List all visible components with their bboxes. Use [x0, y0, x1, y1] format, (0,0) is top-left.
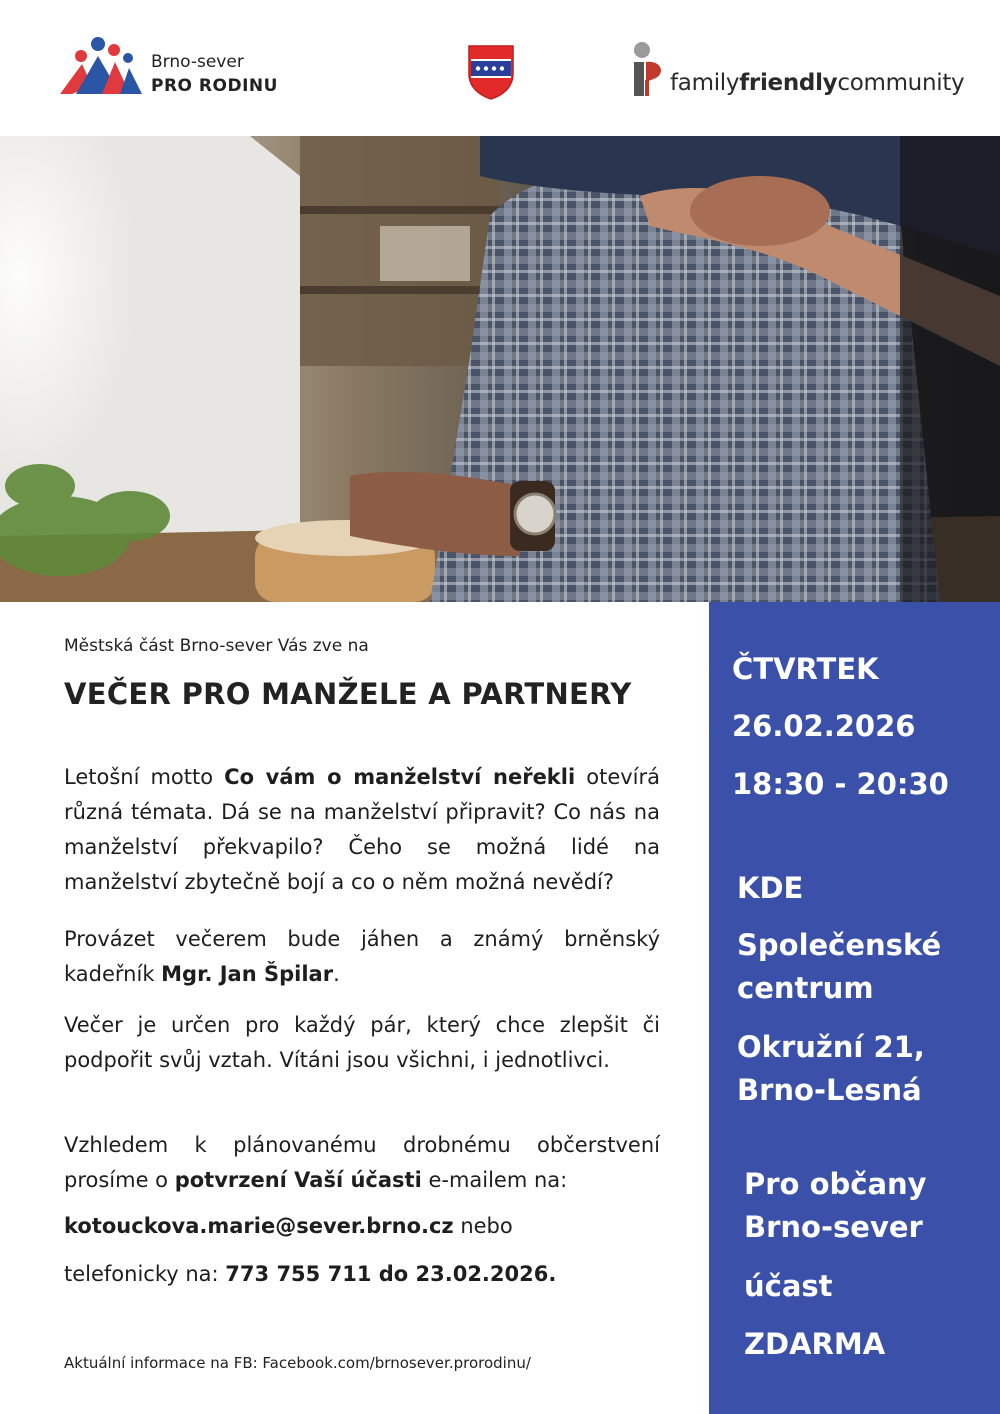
- city-crest-icon: [467, 44, 515, 100]
- ffc-logo-text: familyfriendlycommunity: [670, 70, 965, 96]
- audience-line2: Brno-sever: [744, 1210, 923, 1244]
- where-label: KDE: [737, 871, 804, 905]
- event-date: 26.02.2026: [732, 709, 916, 743]
- event-title: VEČER PRO MANŽELE A PARTNERY: [64, 677, 632, 711]
- entry-free: ZDARMA: [744, 1327, 886, 1361]
- logo-line1: Brno-sever: [151, 52, 244, 72]
- venue-line2: centrum: [737, 971, 874, 1005]
- couple-embrace-photo: [0, 136, 1000, 602]
- ffc-logo-icon: [630, 40, 668, 98]
- intro-text: Městská část Brno-sever Vás zve na: [64, 636, 369, 656]
- facebook-info: Aktuální informace na FB: Facebook.com/brnosever.prorodinu/: [64, 1354, 531, 1372]
- audience-line1: Pro občany: [744, 1167, 927, 1201]
- pro-rodinu-logo-text: [151, 50, 278, 98]
- contact-email-line: kotouckova.marie@sever.brno.cz nebo: [64, 1214, 513, 1238]
- contact-phone: 773 755 711 do 23.02.2026.: [225, 1262, 557, 1286]
- header: [0, 0, 1000, 136]
- family-friendly-community-logo: [630, 40, 975, 100]
- pro-rodinu-logo-icon: [58, 36, 148, 100]
- event-details-sidebar: [709, 602, 1000, 1414]
- paragraph-rsvp: Vzhledem k plánovanému drobnému občerstvení prosíme o potvrzení Vaší účasti e-mailem na:: [64, 1133, 660, 1192]
- paragraph-motto: Letošní motto Co vám o manželství neřekli otevírá různá témata. Dá se na manželství připravit? Co nás na manželství překvapilo? Čeho se možná lidé na manželství zbytečně bojí a co o něm možná nevědí?: [64, 765, 661, 894]
- entry-line1: účast: [744, 1269, 833, 1303]
- contact-phone-line: telefonicky na: 773 755 711 do 23.02.2026.: [64, 1262, 557, 1286]
- logo-line2: PRO RODINU: [151, 76, 278, 96]
- event-time: 18:30 - 20:30: [732, 767, 949, 801]
- event-day: ČTVRTEK: [732, 652, 879, 686]
- address-line1: Okružní 21,: [737, 1030, 925, 1064]
- venue-line1: Společenské: [737, 928, 942, 962]
- contact-email-link[interactable]: kotouckova.marie@sever.brno.cz: [64, 1214, 454, 1238]
- paragraph-audience: Večer je určen pro každý pár, který chce zlepšit či podpořit svůj vztah. Vítáni jsou všichni, i jednotlivci.: [64, 1013, 660, 1072]
- address-line2: Brno-Lesná: [737, 1073, 922, 1107]
- paragraph-host: Provázet večerem bude jáhen a známý brněnský kadeřník Mgr. Jan Špilar.: [64, 927, 660, 986]
